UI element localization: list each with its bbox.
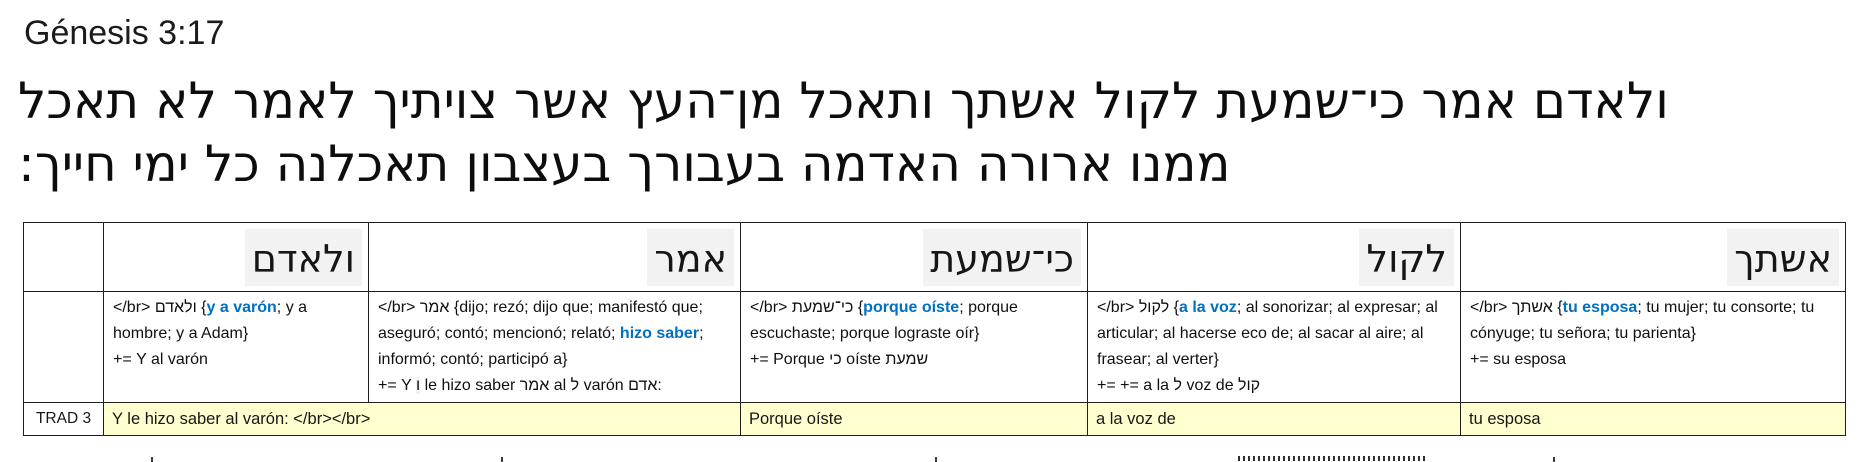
analysis-cell-uladam: </br> ולאדם {y a varón; y a hombre; y a Adam} += Y al varón <box>104 292 369 403</box>
header-cell-leqol <box>1088 223 1461 292</box>
clipped-text-tops <box>1238 456 1428 461</box>
hebrew-word-uladam: ולאדם <box>245 229 362 286</box>
analysis-cell-ki-shamata: </br> כי־שמעת {porque oíste; porque escuchaste; porque lograste oír} += Porque כי oíste שמעת <box>741 292 1088 403</box>
translation-row <box>24 403 1846 436</box>
trad-cell-merged: Y le hizo saber al varón: </br></br> <box>104 403 741 436</box>
analysis-cell-amar: </br> אמר {dijo; rezó; dijo que; manifestó que; aseguró; contó; mencionó; relató; hizo saber; informó; contó; participó a} += Y ו le hizo saber אמר al ל varón אדם: <box>369 292 741 403</box>
hebrew-verse-line1: ולאדם אמר כי־שמעת לקול אשתך ותאכל מן־העץ אשר צויתיך לאמר לא תאכל <box>18 72 1669 130</box>
hebrew-word-ki-shamata: כי־שמעת <box>923 229 1081 286</box>
header-row <box>24 223 1846 292</box>
trad-label: TRAD 3 <box>24 403 104 436</box>
interlinear-table <box>23 222 1846 436</box>
hebrew-word-leqol: לקול <box>1359 229 1454 286</box>
hebrew-verse <box>0 70 1868 196</box>
clipped-border-tick <box>151 457 153 462</box>
header-cell-ki-shamata <box>741 223 1088 292</box>
analysis-row <box>24 292 1846 403</box>
hebrew-verse-line2: ממנו ארורה האדמה בעבורך בעצבון תאכלנה כל ימי חייך: <box>18 135 1231 193</box>
analysis-cell-leqol: </br> לקול {a la voz; al sonorizar; al expresar; al articular; al hacerse eco de; al sacar al aire; al frasear; al verter} += += a la ל voz de קול <box>1088 292 1461 403</box>
trad-cell-tu-esposa: tu esposa <box>1461 403 1846 436</box>
header-cell-ishtekha <box>1461 223 1846 292</box>
clipped-next-row <box>23 456 1845 462</box>
trad-cell-porque-oiste: Porque oíste <box>741 403 1088 436</box>
hebrew-word-ishtekha: אשתך <box>1727 229 1839 286</box>
hebrew-word-amar: אמר <box>647 229 734 286</box>
analysis-label-cell <box>24 292 104 403</box>
page-title: Génesis 3:17 <box>24 14 225 52</box>
clipped-border-tick <box>935 457 937 462</box>
header-cell-empty <box>24 223 104 292</box>
header-cell-uladam <box>104 223 369 292</box>
clipped-border-tick <box>501 457 503 462</box>
analysis-cell-ishtekha: </br> אשתך {tu esposa; tu mujer; tu consorte; tu cónyuge; tu señora; tu parienta} += su esposa <box>1461 292 1846 403</box>
header-cell-amar <box>369 223 741 292</box>
clipped-border-tick <box>1553 457 1555 462</box>
trad-cell-a-la-voz-de: a la voz de <box>1088 403 1461 436</box>
